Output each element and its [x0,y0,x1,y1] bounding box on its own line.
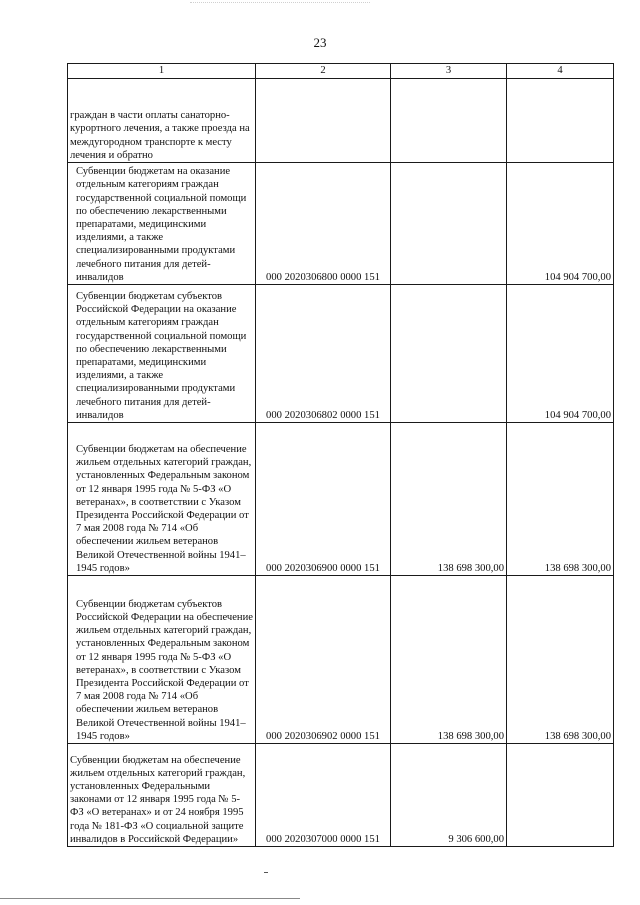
column-header-4: 4 [507,64,614,79]
row-amount-col4 [507,744,614,847]
row-name-text: Субвенции бюджетам на обеспечение жильем отдельных категорий граждан, установленных Федеральным законом от 12 января 1995 года № 5-ФЗ «О ветеранах», в соответствии с Указом Президента Российской Федерации от 7 мая 2008 года № 714 «Об обеспечении жильем ветеранов Великой Отечественной войны 1941–1945 годов» [76,443,252,574]
row-name-text: Субвенции бюджетам на оказание отдельным категориям граждан государственной социальной помощи по обеспечению лекарственными препаратами, медицинскими изделиями, а также специализированными продуктами лечебного питания для детей-инвалидов [76,166,247,283]
table-row [68,79,614,163]
table-row [68,423,614,576]
scan-edge-line [0,898,300,899]
row-amount-col4: 104 904 700,00 [507,163,614,285]
row-name [68,163,256,285]
table-header-row [68,64,614,79]
row-code: 000 2020307000 0000 151 [256,744,391,847]
row-name-text: Субвенции бюджетам субъектов Российской Федерации на обеспечение жильем отдельных категорий граждан, установленных Федеральным законом от 12 января 1995 года № 5-ФЗ «О ветеранах», в соответствии с Указом Президента Российской Федерации от 7 мая 2008 года № 714 «Об обеспечении жильем ветеранов Великой Отечественной войны 1941–1945 годов» [76,598,253,742]
table-row [68,576,614,744]
row-name: граждан в части оплаты санаторно-курортного лечения, а также проезда на междугородном транспорте к месту лечения и обратно [68,79,256,163]
column-header-3: 3 [391,64,507,79]
page-number: 23 [313,35,327,50]
row-amount-col4: 138 698 300,00 [507,423,614,576]
budget-table [67,63,614,847]
scan-dot [264,872,268,873]
row-code: 000 2020306902 0000 151 [256,576,391,744]
row-name-text: Субвенции бюджетам субъектов Российской Федерации на оказание отдельным категориям граждан государственной социальной помощи по обеспечению лекарственными препаратами, медицинскими изделиями, а также специализированными продуктами лечебного питания для детей-инвалидов [76,290,247,421]
row-amount-col3: 138 698 300,00 [391,576,507,744]
column-header-1: 1 [68,64,256,79]
row-amount-col4: 138 698 300,00 [507,576,614,744]
row-code [256,79,391,163]
row-amount-col3 [391,163,507,285]
row-amount-col3: 9 306 600,00 [391,744,507,847]
row-amount-col4 [507,79,614,163]
table-row [68,163,614,285]
row-name: Субвенции бюджетам на обеспечение жильем отдельных категорий граждан, установленных Федеральными законами от 12 января 1995 года № 5-ФЗ «О ветеранах» и от 24 ноября 1995 года № 181-ФЗ «О социальной защите инвалидов в Российской Федерации» [68,744,256,847]
row-code: 000 2020306800 0000 151 [256,163,391,285]
table-row [68,285,614,423]
column-header-2: 2 [256,64,391,79]
row-code: 000 2020306802 0000 151 [256,285,391,423]
row-name [68,285,256,423]
row-code: 000 2020306900 0000 151 [256,423,391,576]
row-amount-col3: 138 698 300,00 [391,423,507,576]
row-name [68,576,256,744]
scan-noise [190,2,370,7]
row-amount-col4: 104 904 700,00 [507,285,614,423]
row-name [68,423,256,576]
row-amount-col3 [391,285,507,423]
row-amount-col3 [391,79,507,163]
table-row [68,744,614,847]
